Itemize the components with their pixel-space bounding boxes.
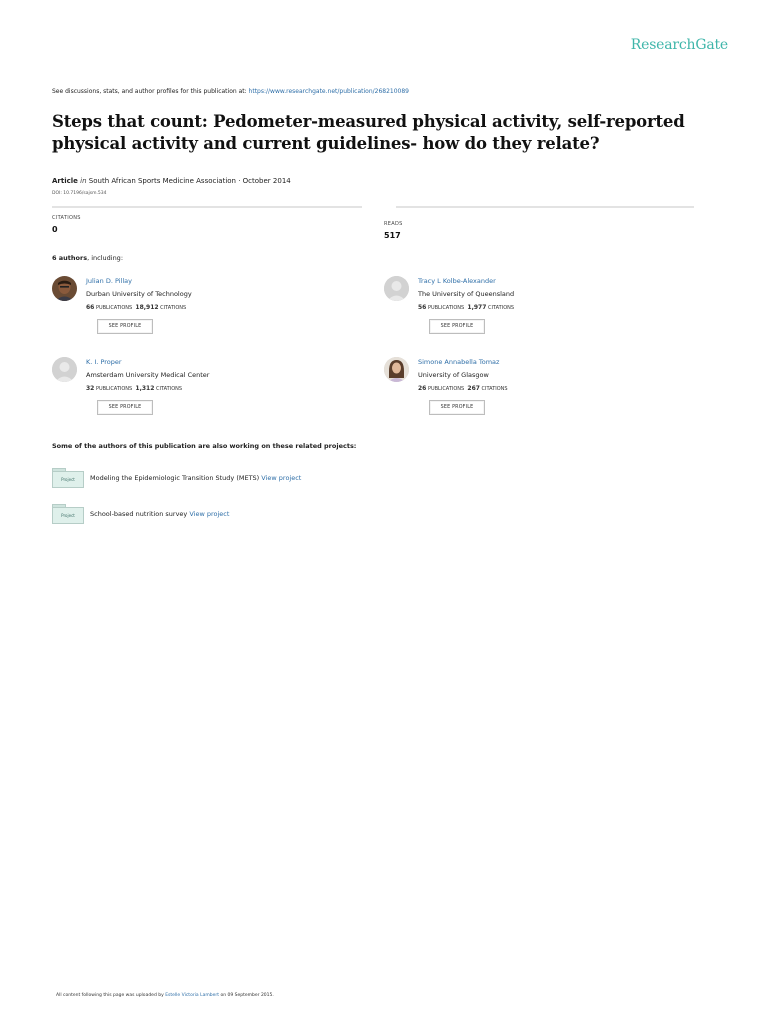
- view-project-link[interactable]: View project: [189, 510, 230, 518]
- avatar[interactable]: [52, 357, 77, 382]
- author-stats: [86, 304, 186, 311]
- paper-doi: DOI: 10.7196/sajsm.534: [52, 191, 107, 196]
- paper-title: Steps that count: Pedometer-measured physical activity, self-reported physical activity and current guidelines- how do they relate?: [52, 112, 685, 153]
- avatar[interactable]: [384, 276, 409, 301]
- paper-type: Article: [52, 177, 78, 185]
- author-institution: University of Glasgow: [418, 371, 489, 379]
- publications-label: PUBLICATIONS: [95, 305, 133, 311]
- authors-heading: [52, 254, 123, 262]
- related-projects-heading: Some of the authors of this publication are also working on these related projects:: [52, 442, 357, 450]
- see-profile-button[interactable]: SEE PROFILE: [429, 319, 485, 334]
- researchgate-logo[interactable]: ResearchGate: [630, 37, 728, 53]
- publications-label: PUBLICATIONS: [95, 386, 133, 392]
- uploader-link[interactable]: Estelle Victoria Lambert: [165, 993, 220, 998]
- default-user-icon: [52, 357, 77, 382]
- citations-count: 18,912: [135, 304, 159, 311]
- publications-count: 26: [418, 385, 427, 392]
- author-stats: [418, 304, 514, 311]
- publication-link[interactable]: https://www.researchgate.net/publication/268210089: [248, 88, 409, 95]
- folder-icon: [52, 468, 84, 488]
- citations-label: CITATIONS: [160, 305, 187, 311]
- reads-label: READS: [384, 221, 403, 227]
- author-institution: Durban University of Technology: [86, 290, 192, 298]
- author-institution: Amsterdam University Medical Center: [86, 371, 210, 379]
- project-title: School-based nutrition survey: [90, 510, 188, 518]
- citations-label: CITATIONS: [488, 305, 515, 311]
- author-stats: [418, 385, 508, 392]
- footer-suffix: on 09 September 2015.: [219, 993, 274, 998]
- default-user-icon: [384, 276, 409, 301]
- paper-in: in: [80, 177, 87, 185]
- citations-label: CITATIONS: [481, 386, 508, 392]
- author-card: [52, 276, 352, 336]
- footer-prefix: All content following this page was uploaded by: [56, 993, 166, 998]
- publications-count: 32: [86, 385, 95, 392]
- author-institution: The University of Queensland: [418, 290, 515, 298]
- view-project-link[interactable]: View project: [261, 474, 302, 482]
- author-card: [52, 357, 352, 417]
- citations-value: 0: [52, 225, 58, 234]
- upload-footer: [56, 993, 274, 998]
- project-title: Modeling the Epidemiologic Transition Study (METS): [90, 474, 260, 482]
- see-profile-button[interactable]: SEE PROFILE: [97, 319, 153, 334]
- citations-label: CITATIONS: [156, 386, 183, 392]
- man-photo-icon: [52, 276, 77, 301]
- publications-label: PUBLICATIONS: [427, 305, 465, 311]
- see-profile-button[interactable]: SEE PROFILE: [97, 400, 153, 415]
- citations-label: CITATIONS: [52, 215, 81, 221]
- project-text: [90, 510, 229, 518]
- paper-venue: South African Sports Medicine Association · October 2014: [88, 177, 291, 185]
- author-stats: [86, 385, 182, 392]
- avatar[interactable]: [384, 357, 409, 382]
- author-name[interactable]: Tracy L Kolbe-Alexander: [418, 277, 496, 285]
- citations-count: 1,312: [135, 385, 155, 392]
- author-name[interactable]: Simone Annabella Tomaz: [418, 358, 500, 366]
- see-profile-button[interactable]: SEE PROFILE: [429, 400, 485, 415]
- author-name[interactable]: K. I. Proper: [86, 358, 122, 366]
- publications-label: PUBLICATIONS: [427, 386, 465, 392]
- authors-count: 6 authors: [52, 254, 88, 262]
- project-item: [52, 468, 472, 492]
- paper-meta: [52, 177, 291, 185]
- author-name[interactable]: Julian D. Pillay: [86, 277, 132, 285]
- divider-left: [52, 206, 362, 208]
- project-text: [90, 474, 301, 482]
- intro-line: [52, 88, 409, 95]
- intro-text: See discussions, stats, and author profiles for this publication at:: [52, 88, 249, 95]
- citations-count: 1,977: [467, 304, 487, 311]
- project-item: [52, 504, 472, 528]
- author-card: [384, 357, 684, 417]
- reads-value: 517: [384, 231, 401, 240]
- folder-icon: [52, 504, 84, 524]
- authors-suffix: , including:: [87, 254, 124, 262]
- divider-right: [396, 206, 694, 208]
- project-badge: Project: [52, 507, 84, 524]
- publications-count: 66: [86, 304, 95, 311]
- project-badge: Project: [52, 471, 84, 488]
- woman-photo-icon: [384, 357, 409, 382]
- author-card: [384, 276, 684, 336]
- avatar[interactable]: [52, 276, 77, 301]
- citations-count: 267: [467, 385, 480, 392]
- publications-count: 56: [418, 304, 427, 311]
